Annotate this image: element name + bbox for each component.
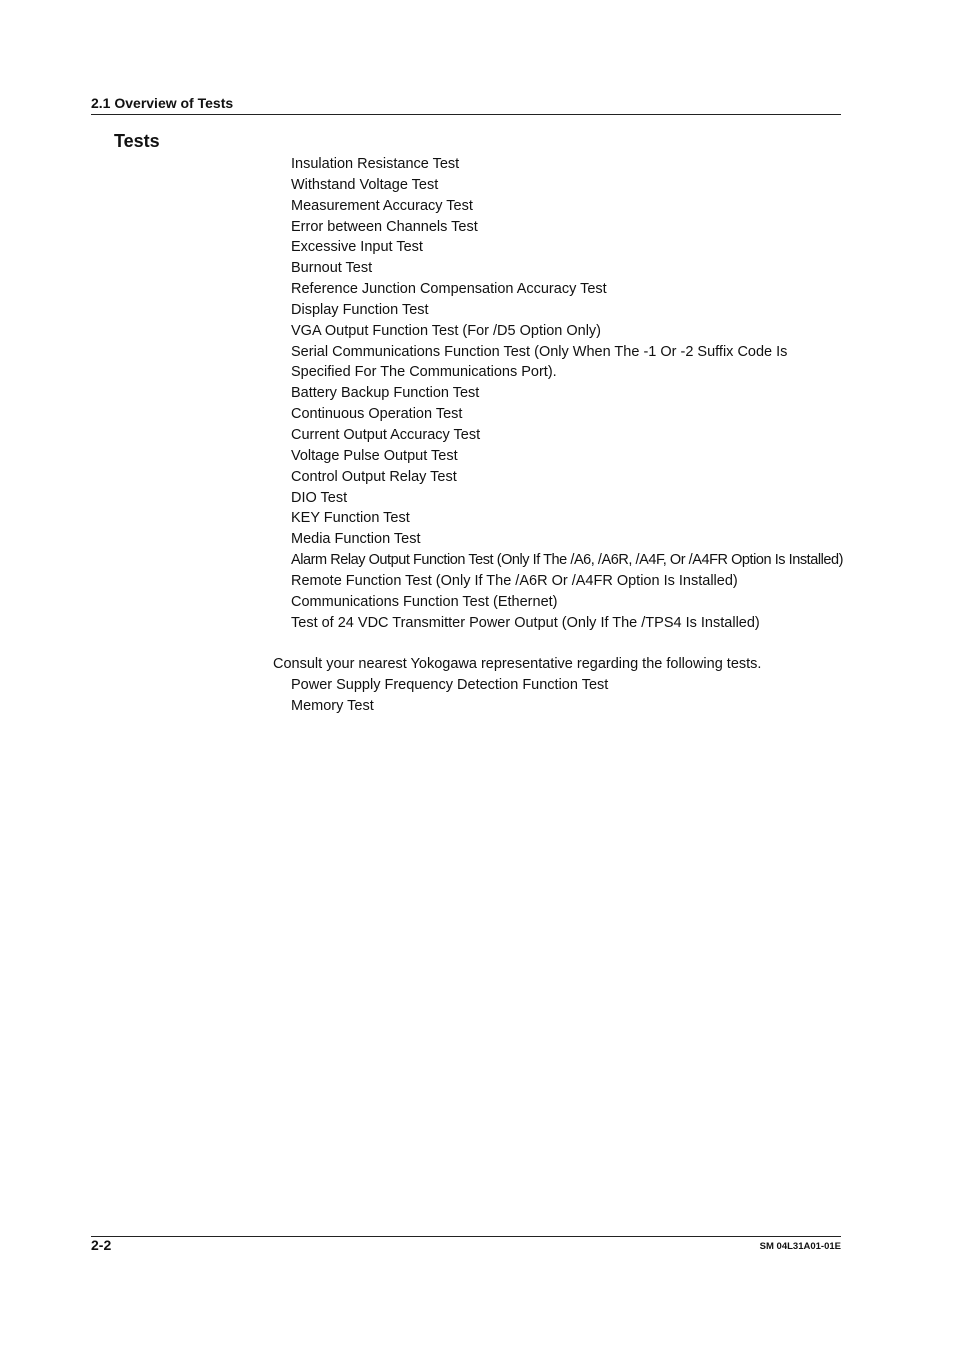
- test-list: [291, 154, 843, 633]
- test-item: Current Output Accuracy Test: [291, 426, 481, 443]
- test-item: VGA Output Function Test (For /D5 Option Only): [291, 322, 602, 339]
- section-heading: Tests: [114, 131, 160, 151]
- test-item: Continuous Operation Test: [291, 406, 463, 423]
- test-item: Display Function Test: [291, 301, 429, 318]
- page-number: 2-2: [91, 1237, 112, 1253]
- test-item: KEY Function Test: [291, 510, 410, 527]
- test-item: Media Function Test: [291, 531, 421, 548]
- test-item: Battery Backup Function Test: [291, 385, 480, 402]
- footer-divider: [91, 1236, 841, 1237]
- test-item: Communications Function Test (Ethernet): [291, 593, 558, 610]
- consult-test-list: [291, 675, 608, 717]
- section-header-title: 2.1 Overview of Tests: [91, 95, 234, 111]
- consult-test-item: Power Supply Frequency Detection Function Test: [291, 677, 609, 693]
- test-item: Alarm Relay Output Function Test (Only If The /A6, /A6R, /A4F, Or /A4FR Option Is Installed): [291, 552, 843, 569]
- header-divider: [91, 114, 841, 115]
- consult-note: Consult your nearest Yokogawa representative regarding the following tests.: [273, 656, 762, 672]
- test-item: Voltage Pulse Output Test: [291, 447, 458, 464]
- test-item: Reference Junction Compensation Accuracy Test: [291, 281, 607, 298]
- test-item: Serial Communications Function Test (Only When The -1 Or -2 Suffix Code Is: [291, 343, 788, 360]
- test-item: Remote Function Test (Only If The /A6R Or /A4FR Option Is Installed): [291, 572, 738, 589]
- consult-test-item: Memory Test: [291, 697, 374, 714]
- test-item: Withstand Voltage Test: [291, 176, 439, 193]
- test-item: Control Output Relay Test: [291, 468, 457, 485]
- test-item: Insulation Resistance Test: [291, 156, 460, 172]
- test-item: Error between Channels Test: [291, 218, 478, 235]
- test-item: Test of 24 VDC Transmitter Power Output (Only If The /TPS4 Is Installed): [291, 614, 760, 631]
- test-item: Measurement Accuracy Test: [291, 197, 473, 214]
- test-item-continuation: Specified For The Communications Port).: [291, 364, 557, 381]
- test-item: DIO Test: [291, 489, 348, 506]
- document-number: SM 04L31A01-01E: [759, 1241, 841, 1252]
- test-item: Excessive Input Test: [291, 239, 423, 256]
- test-item: Burnout Test: [291, 260, 373, 277]
